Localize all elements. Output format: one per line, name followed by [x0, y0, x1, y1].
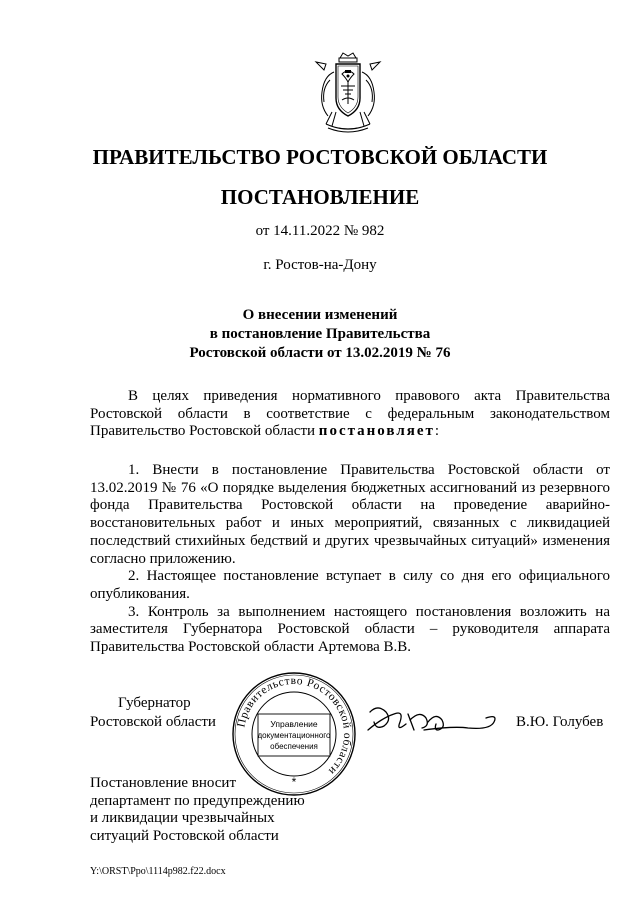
resolution-item-2: 2. Настоящее постановление вступает в силу со дня его официального опубликования.: [90, 568, 610, 602]
signatory-role: [90, 694, 216, 732]
resolution-keyword: постановляет: [318, 423, 435, 440]
submitter-note-line: Постановление вносит: [90, 775, 237, 791]
file-path: Y:\ORST\Ppo\1114p982.f22.docx: [90, 866, 226, 877]
subject-line: О внесении изменений: [242, 307, 398, 323]
document-date-number: от 14.11.2022 № 982: [255, 223, 385, 239]
seal-inner-line: Управление: [270, 719, 318, 729]
document-type: ПОСТАНОВЛЕНИЕ: [220, 185, 420, 209]
signatory-role-line: Губернатор: [118, 695, 191, 711]
handwritten-signature: [364, 700, 500, 740]
submitter-note-line: ситуаций Ростовской области: [90, 827, 279, 844]
submitter-note-line: и ликвидации чрезвычайных: [90, 810, 275, 826]
resolution-item-1: 1. Внести в постановление Правительства Ростовской области от 13.02.2019 № 76 «О порядке выделения бюджетных ассигнований из резервного фонда Правительства Ростовской области на проведение аварийно-восстановительных работ и иных мероприятий, связанных с ликвидацией последствий стихийных бедствий и других чрезвычайных ситуаций» изменения согласно приложению.: [90, 462, 610, 567]
document-subject: [0, 306, 640, 363]
preamble-paragraph: [90, 388, 610, 441]
signatory-role-line: Ростовской области: [90, 714, 216, 730]
submitter-note-line: департамент по предупреждению: [90, 792, 305, 809]
submitter-note: [90, 775, 305, 845]
subject-line: Ростовской области от 13.02.2019 № 76: [189, 345, 451, 361]
preamble-end: :: [434, 423, 440, 440]
resolution-item-3: 3. Контроль за выполнением настоящего постановления возложить на заместителя Губернатора Ростовской области – руководителя аппарата Правительства Ростовской области Артемова В.В.: [90, 603, 610, 656]
seal-inner-line: обеспечения: [270, 742, 318, 751]
seal-ring-text: Правительство Ростовской области: [235, 674, 354, 778]
resolution-items: [90, 462, 610, 657]
preamble-text: В целях приведения нормативного правового акта Правительства Ростовской области в соответствие с федеральным законодательством Правительство Ростовской области: [90, 388, 610, 440]
organization-title: ПРАВИТЕЛЬСТВО РОСТОВСКОЙ ОБЛАСТИ: [92, 145, 548, 169]
seal-star: *: [291, 775, 297, 789]
document-city: г. Ростов-на-Дону: [263, 257, 377, 273]
coat-of-arms-icon: [312, 52, 384, 134]
signatory-name: В.Ю. Голубев: [516, 714, 604, 730]
subject-line: в постановление Правительства: [209, 326, 431, 342]
seal-inner-line: документационного: [257, 731, 331, 740]
